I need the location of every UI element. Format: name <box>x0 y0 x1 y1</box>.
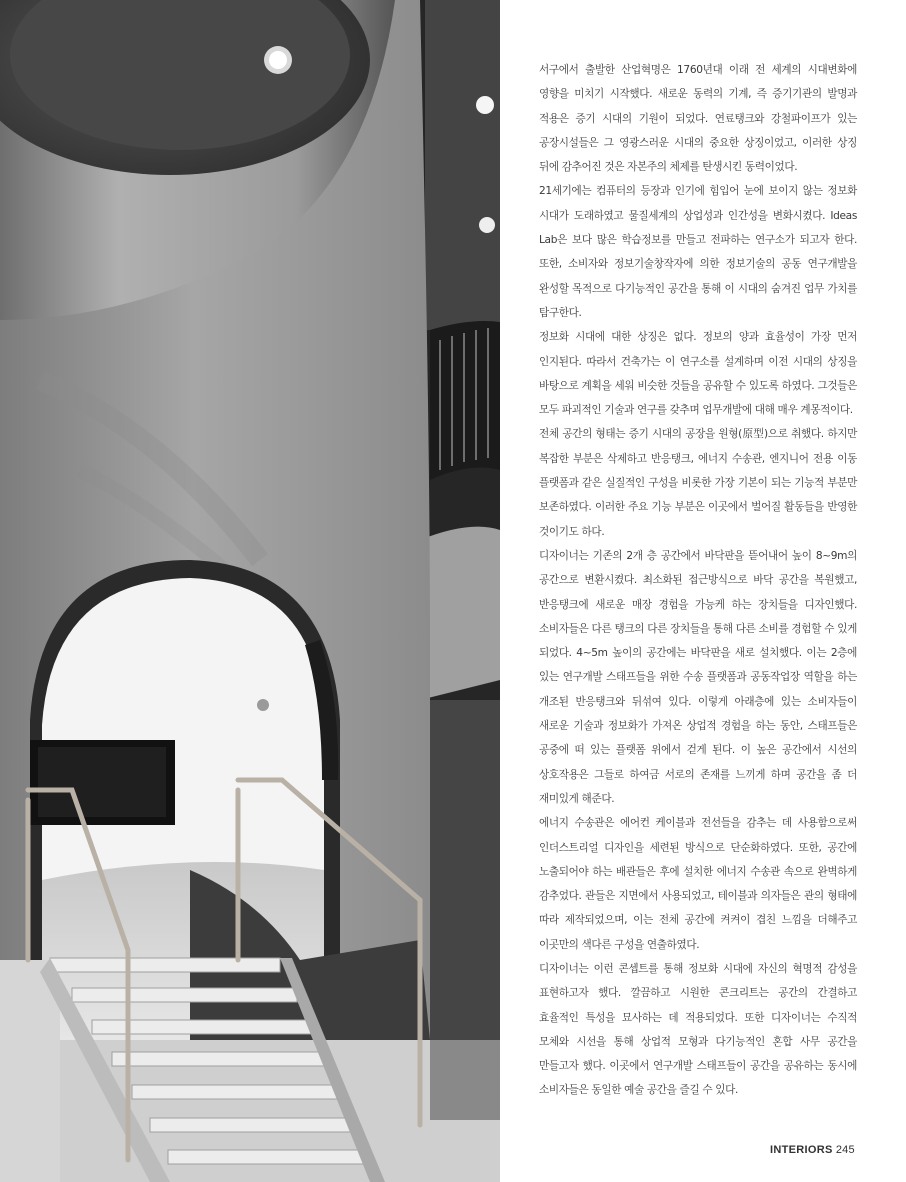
article-paragraph: 서구에서 출발한 산업혁명은 1760년대 이래 전 세계의 시대변화에 영향을 미치기 시작했다. 새로운 동력의 기계, 즉 증기기관의 발명과 적용은 증기 시대의 기원이 되었다. 연료탱크와 강철파이프가 있는 공장시설들은 그 영광스러운 시대의 중요한 상징이었고, 이러한 상징 뒤에 감추어진 것은 자본주의 체제를 탄생시킨 동력이었다. <box>539 64 857 174</box>
magazine-name: INTERIORS <box>770 1144 833 1156</box>
article-paragraph: 에너지 수송관은 에어컨 케이블과 전선들을 감추는 데 사용함으로써 인더스트리얼 디자인을 세련된 방식으로 단순화하였다. 또한, 공간에 노출되어야 하는 배관들은 후에 설치한 에너지 수송관 속으로 완벽하게 감추었다. 관들은 지면에서 사용되었고, 테이블과 의자들은 관의 형태에 따라 제작되었으며, 이는 전체 공간에 켜켜이 겹친 느낌을 더해주고 이곳만의 색다른 구성을 연출하였다. <box>539 817 857 951</box>
article-paragraph: 디자이너는 이런 콘셉트를 통해 정보화 시대에 자신의 혁명적 감성을 표현하고자 했다. 깔끔하고 시원한 콘크리트는 공간의 간결하고 효율적인 특성을 묘사하는 데 적용되었다. 또한 디자이너는 수직적 모체와 시선을 통해 상업적 모형과 다기능적인 혼합 사무 공간을 만들고자 했다. 이곳에서 연구개발 스태프들이 공간을 공유하는 동시에 소비자들은 동일한 예술 공간을 즐길 수 있다. <box>539 962 857 1097</box>
page-folio <box>770 1144 855 1156</box>
page-number: 245 <box>835 1144 855 1156</box>
article-paragraph: 전체 공간의 형태는 증기 시대의 공장을 원형(原型)으로 취했다. 하지만 복잡한 부분은 삭제하고 반응탱크, 에너지 수송관, 엔지니어 전용 이동 플랫폼과 같은 실질적인 구성을 비롯한 가장 기본이 되는 기능적 부분만 보존하였다. 이러한 주요 기능 부분은 이곳에서 벌어질 활동들을 반영한 것이기도 하다. <box>539 428 857 538</box>
article-paragraph: 디자이너는 기존의 2개 층 공간에서 바닥판을 뜯어내어 높이 8~9m의 공간으로 변환시켰다. 최소화된 접근방식으로 바닥 공간을 복원했고, 반응탱크에 새로운 매장 경험을 가능케 하는 장치들을 디자인했다. 소비자들은 다른 탱크의 다른 장치들을 통해 다른 소비를 경험할 수 있게 되었다. 4~5m 높이의 공간에는 바닥판을 새로 설치했다. 이는 2층에 있는 연구개발 스태프들을 위한 수송 플랫폼과 공동작업장 역할을 하는 개조된 반응탱크와 뒤섞여 있다. 이렇게 아래층에 있는 소비자들이 새로운 기술과 정보화가 가져온 상업적 경험을 하는 동안, 스태프들은 공중에 떠 있는 플랫폼 위에서 걷게 된다. 이 높은 공간에서 시선의 상호작용은 그들로 하여금 서로의 존재를 느끼게 하며 공간을 좀 더 재미있게 해준다. <box>539 549 857 805</box>
article-paragraph: 21세기에는 컴퓨터의 등장과 인기에 힘입어 눈에 보이지 않는 정보화 시대가 도래하였고 물질세계의 상업성과 인간성을 변화시켰다. Ideas Lab은 보다 많은 학습정보를 만들고 전파하는 연구소가 되고자 한다. 또한, 소비자와 정보기술창작자에 의한 정보기술의 공동 연구개발을 완성할 목적으로 다기능적인 공간을 통해 이 시대의 숨겨진 업무 가치를 탐구한다. <box>539 185 857 319</box>
article-paragraph: 정보화 시대에 대한 상징은 없다. 정보의 양과 효율성이 가장 먼저 인지된다. 따라서 건축가는 이 연구소를 설계하며 이전 시대의 상징을 바탕으로 계획을 세워 비슷한 것들을 공유할 수 있도록 하였다. 그것들은 모두 파괴적인 기술과 연구를 갖추며 업무개발에 대해 매우 계몽적이다. <box>539 331 857 417</box>
article-body <box>539 58 857 1103</box>
